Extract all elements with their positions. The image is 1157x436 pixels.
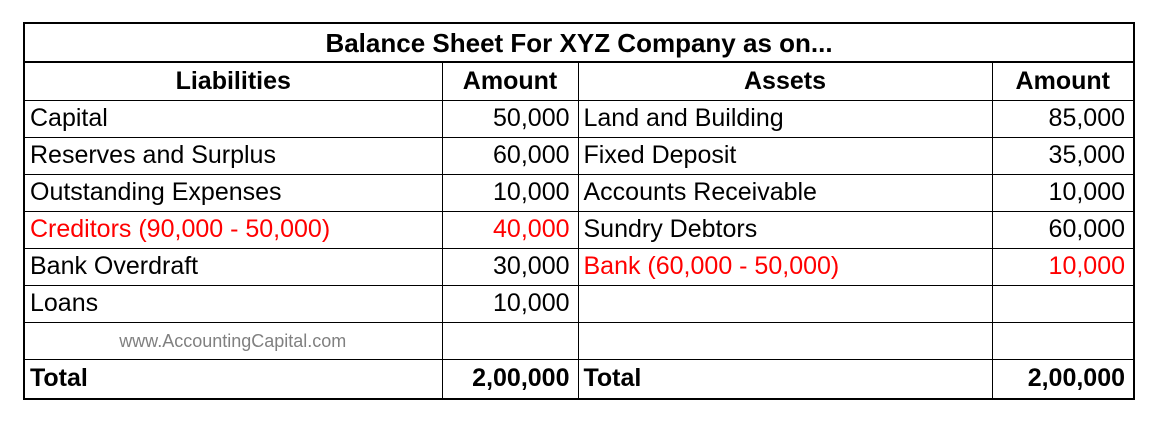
liability-label: Capital	[24, 100, 442, 137]
asset-amount-highlighted: 10,000	[992, 248, 1134, 285]
liabilities-total-amount: 2,00,000	[442, 359, 578, 399]
asset-amount: 85,000	[992, 100, 1134, 137]
watermark-row	[24, 322, 1134, 359]
asset-label: Land and Building	[578, 100, 992, 137]
sheet-title: Balance Sheet For XYZ Company as on...	[24, 23, 1134, 62]
header-liabilities-amount: Amount	[442, 62, 578, 100]
asset-label: Sundry Debtors	[578, 211, 992, 248]
asset-label: Accounts Receivable	[578, 174, 992, 211]
table-row	[24, 285, 1134, 322]
empty-cell	[578, 322, 992, 359]
asset-amount: 35,000	[992, 137, 1134, 174]
empty-cell	[992, 322, 1134, 359]
empty-cell	[442, 322, 578, 359]
header-liabilities: Liabilities	[24, 62, 442, 100]
assets-total-amount: 2,00,000	[992, 359, 1134, 399]
asset-label-highlighted: Bank (60,000 - 50,000)	[578, 248, 992, 285]
liability-amount: 50,000	[442, 100, 578, 137]
header-row	[24, 62, 1134, 100]
table-row	[24, 137, 1134, 174]
liability-label: Outstanding Expenses	[24, 174, 442, 211]
liabilities-total-label: Total	[24, 359, 442, 399]
asset-amount: 10,000	[992, 174, 1134, 211]
liability-amount-highlighted: 40,000	[442, 211, 578, 248]
balance-sheet-table	[23, 22, 1135, 400]
liability-amount: 60,000	[442, 137, 578, 174]
table-row	[24, 174, 1134, 211]
table-row	[24, 100, 1134, 137]
liability-amount: 10,000	[442, 285, 578, 322]
watermark-text: www.AccountingCapital.com	[24, 322, 442, 359]
liability-amount: 10,000	[442, 174, 578, 211]
table-row	[24, 211, 1134, 248]
liability-label-highlighted: Creditors (90,000 - 50,000)	[24, 211, 442, 248]
liability-amount: 30,000	[442, 248, 578, 285]
liability-label: Bank Overdraft	[24, 248, 442, 285]
asset-amount: 60,000	[992, 211, 1134, 248]
assets-total-label: Total	[578, 359, 992, 399]
header-assets-amount: Amount	[992, 62, 1134, 100]
title-row	[24, 23, 1134, 62]
asset-label: Fixed Deposit	[578, 137, 992, 174]
liability-label: Loans	[24, 285, 442, 322]
liability-label: Reserves and Surplus	[24, 137, 442, 174]
table-row	[24, 248, 1134, 285]
asset-amount	[992, 285, 1134, 322]
asset-label	[578, 285, 992, 322]
header-assets: Assets	[578, 62, 992, 100]
total-row	[24, 359, 1134, 399]
